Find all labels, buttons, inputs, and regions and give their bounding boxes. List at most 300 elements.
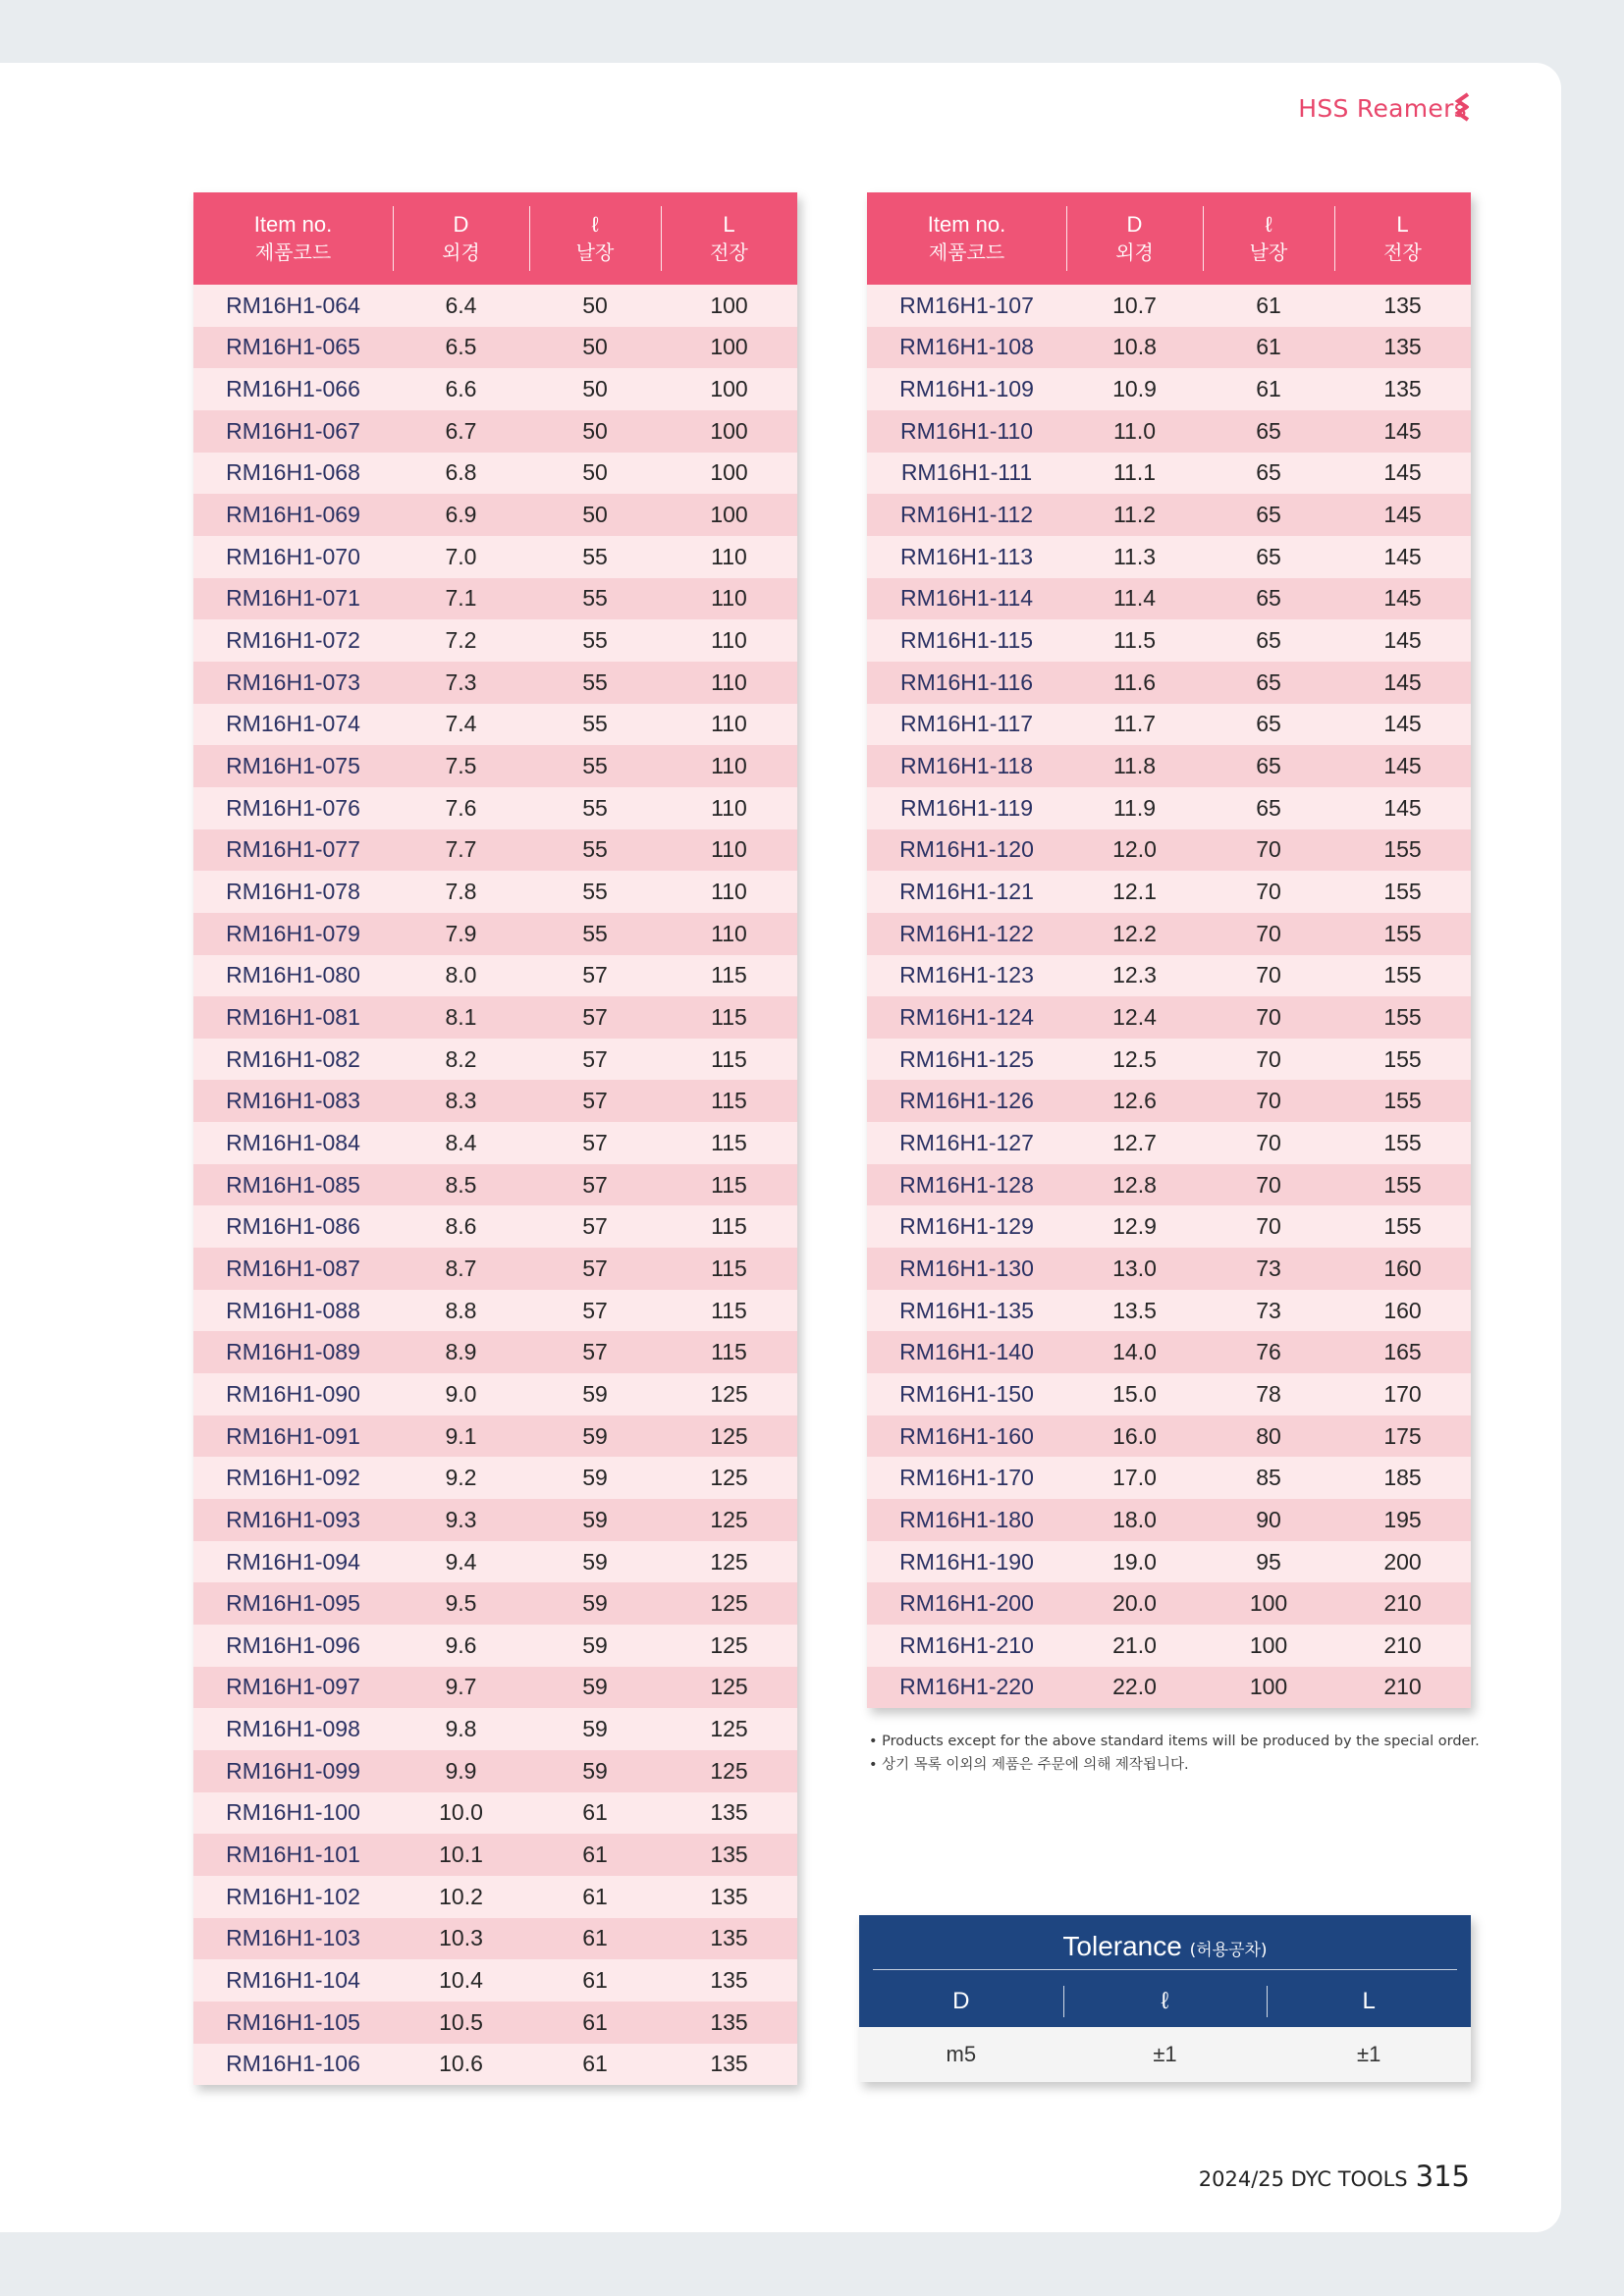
cell-diameter: 9.4 — [445, 1548, 477, 1575]
cell-diameter: 6.9 — [445, 502, 477, 528]
table-row — [193, 662, 797, 704]
cell-diameter: 8.3 — [445, 1088, 477, 1114]
cell-item-code: RM16H1-103 — [226, 1925, 360, 1951]
cell-item-code: RM16H1-080 — [226, 962, 360, 988]
cell-overall-length: 160 — [1383, 1297, 1422, 1323]
cell-diameter: 7.7 — [445, 836, 477, 863]
catalog-name: 2024/25 DYC TOOLS — [1198, 2167, 1408, 2191]
cell-diameter: 9.5 — [445, 1590, 477, 1617]
cell-item-code: RM16H1-101 — [226, 1842, 360, 1868]
cell-item-code: RM16H1-079 — [226, 920, 360, 946]
cell-overall-length: 145 — [1383, 502, 1422, 528]
cell-flute-length: 50 — [582, 417, 608, 444]
cell-overall-length: 125 — [710, 1674, 748, 1700]
chevron-logo-icon — [1452, 92, 1474, 122]
table-row — [867, 1499, 1471, 1541]
cell-flute-length: 61 — [1256, 334, 1281, 360]
cell-overall-length: 145 — [1383, 585, 1422, 612]
cell-flute-length: 57 — [582, 1297, 608, 1323]
cell-diameter: 9.1 — [445, 1422, 477, 1449]
cell-flute-length: 61 — [582, 1967, 608, 1994]
cell-overall-length: 135 — [710, 1925, 748, 1951]
cell-item-code: RM16H1-140 — [899, 1339, 1034, 1365]
cell-flute-length: 65 — [1256, 502, 1281, 528]
cell-flute-length: 78 — [1256, 1380, 1281, 1407]
cell-diameter: 11.4 — [1112, 585, 1157, 612]
cell-item-code: RM16H1-082 — [226, 1045, 360, 1072]
cell-overall-length: 145 — [1383, 711, 1422, 737]
cell-flute-length: 70 — [1256, 879, 1281, 905]
cell-overall-length: 135 — [1383, 334, 1422, 360]
cell-overall-length: 100 — [710, 376, 748, 402]
cell-flute-length: 55 — [582, 753, 608, 779]
cell-diameter: 10.4 — [439, 1967, 483, 1994]
cell-diameter: 22.0 — [1112, 1674, 1157, 1700]
cell-overall-length: 100 — [710, 502, 748, 528]
cell-item-code: RM16H1-096 — [226, 1631, 360, 1658]
cell-item-code: RM16H1-090 — [226, 1380, 360, 1407]
table-row — [193, 285, 797, 327]
cell-flute-length: 59 — [582, 1506, 608, 1532]
cell-flute-length: 73 — [1256, 1297, 1281, 1323]
cell-diameter: 10.5 — [439, 2008, 483, 2035]
cell-overall-length: 210 — [1383, 1631, 1422, 1658]
table-row — [193, 494, 797, 536]
cell-overall-length: 115 — [711, 1339, 747, 1365]
cell-item-code: RM16H1-078 — [226, 879, 360, 905]
cell-item-code: RM16H1-100 — [226, 1799, 360, 1826]
col-header-diameter: D 외경 — [393, 192, 529, 285]
cell-flute-length: 70 — [1256, 1129, 1281, 1155]
table-row — [193, 410, 797, 453]
cell-diameter: 10.3 — [439, 1925, 483, 1951]
cell-flute-length: 59 — [582, 1674, 608, 1700]
cell-flute-length: 50 — [582, 292, 608, 318]
cell-overall-length: 145 — [1383, 794, 1422, 821]
cell-flute-length: 55 — [582, 543, 608, 569]
cell-flute-length: 61 — [582, 1799, 608, 1826]
cell-overall-length: 155 — [1383, 1088, 1422, 1114]
cell-flute-length: 65 — [1256, 627, 1281, 654]
table-row — [867, 1080, 1471, 1122]
cell-flute-length: 61 — [582, 1842, 608, 1868]
cell-diameter: 7.9 — [445, 920, 477, 946]
cell-diameter: 8.2 — [445, 1045, 477, 1072]
cell-overall-length: 155 — [1383, 1129, 1422, 1155]
cell-item-code: RM16H1-112 — [899, 502, 1034, 528]
cell-overall-length: 145 — [1383, 417, 1422, 444]
table-row — [193, 1122, 797, 1164]
cell-flute-length: 65 — [1256, 417, 1281, 444]
cell-item-code: RM16H1-127 — [899, 1129, 1034, 1155]
cell-flute-length: 61 — [582, 1925, 608, 1951]
cell-diameter: 11.6 — [1112, 668, 1157, 695]
tolerance-col-flute: ℓ — [1063, 1976, 1268, 2027]
table-row — [867, 1667, 1471, 1709]
cell-diameter: 18.0 — [1112, 1506, 1157, 1532]
cell-overall-length: 210 — [1383, 1590, 1422, 1617]
cell-item-code: RM16H1-121 — [899, 879, 1034, 905]
cell-diameter: 6.6 — [445, 376, 477, 402]
cell-item-code: RM16H1-210 — [899, 1631, 1034, 1658]
cell-overall-length: 135 — [710, 2051, 748, 2077]
cell-flute-length: 50 — [582, 376, 608, 402]
cell-diameter: 11.3 — [1112, 543, 1157, 569]
cell-diameter: 7.0 — [445, 543, 477, 569]
cell-diameter: 11.8 — [1112, 753, 1157, 779]
cell-flute-length: 59 — [582, 1590, 608, 1617]
cell-overall-length: 100 — [710, 334, 748, 360]
cell-flute-length: 59 — [582, 1631, 608, 1658]
table-row — [193, 1708, 797, 1750]
cell-diameter: 9.7 — [445, 1674, 477, 1700]
cell-flute-length: 59 — [582, 1548, 608, 1575]
table-header — [193, 192, 797, 285]
cell-overall-length: 145 — [1383, 753, 1422, 779]
cell-overall-length: 135 — [1383, 376, 1422, 402]
cell-item-code: RM16H1-065 — [226, 334, 360, 360]
cell-overall-length: 110 — [711, 585, 747, 612]
cell-diameter: 12.7 — [1112, 1129, 1157, 1155]
cell-overall-length: 110 — [711, 794, 747, 821]
table-row — [867, 662, 1471, 704]
cell-flute-length: 70 — [1256, 1003, 1281, 1030]
cell-item-code: RM16H1-099 — [226, 1757, 360, 1784]
cell-item-code: RM16H1-097 — [226, 1674, 360, 1700]
cell-diameter: 10.6 — [439, 2051, 483, 2077]
cell-flute-length: 65 — [1256, 459, 1281, 486]
cell-flute-length: 70 — [1256, 1045, 1281, 1072]
cell-item-code: RM16H1-200 — [899, 1590, 1034, 1617]
table-row — [193, 578, 797, 620]
cell-item-code: RM16H1-110 — [899, 417, 1034, 444]
cell-flute-length: 65 — [1256, 543, 1281, 569]
table-row — [193, 619, 797, 662]
section-title: HSS Reamers — [1298, 94, 1467, 123]
cell-overall-length: 100 — [710, 292, 748, 318]
cell-diameter: 11.9 — [1112, 794, 1157, 821]
table-row — [867, 1415, 1471, 1458]
table-row — [867, 787, 1471, 829]
table-row — [867, 1625, 1471, 1667]
table-row — [193, 1834, 797, 1876]
cell-overall-length: 110 — [711, 836, 747, 863]
cell-diameter: 9.6 — [445, 1631, 477, 1658]
cell-flute-length: 50 — [582, 334, 608, 360]
page-number: 315 — [1415, 2160, 1470, 2193]
table-row — [193, 704, 797, 746]
cell-flute-length: 76 — [1256, 1339, 1281, 1365]
cell-flute-length: 70 — [1256, 962, 1281, 988]
table-row — [193, 536, 797, 578]
col-header-flute-length: ℓ 날장 — [529, 192, 661, 285]
cell-diameter: 9.0 — [445, 1380, 477, 1407]
cell-overall-length: 125 — [710, 1716, 748, 1742]
col-header-flute-length: ℓ 날장 — [1203, 192, 1334, 285]
table-row — [193, 829, 797, 872]
note-english: • Products except for the above standard items will be produced by the special order. — [869, 1730, 1480, 1753]
cell-item-code: RM16H1-072 — [226, 627, 360, 654]
cell-flute-length: 55 — [582, 836, 608, 863]
cell-item-code: RM16H1-074 — [226, 711, 360, 737]
cell-overall-length: 195 — [1383, 1506, 1422, 1532]
cell-flute-length: 59 — [582, 1422, 608, 1449]
cell-item-code: RM16H1-129 — [899, 1213, 1034, 1240]
cell-diameter: 7.1 — [445, 585, 477, 612]
cell-flute-length: 80 — [1256, 1422, 1281, 1449]
cell-item-code: RM16H1-088 — [226, 1297, 360, 1323]
cell-overall-length: 155 — [1383, 1213, 1422, 1240]
cell-diameter: 10.8 — [1112, 334, 1157, 360]
cell-item-code: RM16H1-095 — [226, 1590, 360, 1617]
cell-diameter: 8.4 — [445, 1129, 477, 1155]
cell-overall-length: 115 — [711, 1213, 747, 1240]
table-row — [867, 871, 1471, 913]
cell-item-code: RM16H1-125 — [899, 1045, 1034, 1072]
table-row — [867, 453, 1471, 495]
cell-item-code: RM16H1-067 — [226, 417, 360, 444]
cell-flute-length: 85 — [1256, 1465, 1281, 1491]
cell-item-code: RM16H1-128 — [899, 1171, 1034, 1198]
table-row — [193, 453, 797, 495]
cell-diameter: 8.7 — [445, 1255, 477, 1281]
order-notes — [869, 1730, 1480, 1777]
cell-flute-length: 57 — [582, 1213, 608, 1240]
cell-overall-length: 115 — [711, 1088, 747, 1114]
cell-diameter: 8.5 — [445, 1171, 477, 1198]
cell-overall-length: 145 — [1383, 668, 1422, 695]
cell-flute-length: 50 — [582, 502, 608, 528]
cell-overall-length: 115 — [711, 1003, 747, 1030]
cell-item-code: RM16H1-126 — [899, 1088, 1034, 1114]
cell-item-code: RM16H1-102 — [226, 1883, 360, 1909]
cell-diameter: 6.7 — [445, 417, 477, 444]
table-row — [867, 1248, 1471, 1290]
cell-flute-length: 57 — [582, 1171, 608, 1198]
table-row — [867, 494, 1471, 536]
cell-diameter: 8.8 — [445, 1297, 477, 1323]
cell-item-code: RM16H1-116 — [899, 668, 1034, 695]
cell-diameter: 7.5 — [445, 753, 477, 779]
table-row — [193, 1331, 797, 1373]
tolerance-value-d: m5 — [946, 2042, 977, 2066]
cell-item-code: RM16H1-150 — [899, 1380, 1034, 1407]
cell-item-code: RM16H1-190 — [899, 1548, 1034, 1575]
cell-overall-length: 200 — [1383, 1548, 1422, 1575]
cell-item-code: RM16H1-106 — [226, 2051, 360, 2077]
cell-flute-length: 73 — [1256, 1255, 1281, 1281]
cell-item-code: RM16H1-077 — [226, 836, 360, 863]
col-header-overall-length: L 전장 — [661, 192, 797, 285]
tolerance-header — [859, 1915, 1471, 2027]
cell-diameter: 8.9 — [445, 1339, 477, 1365]
table-row — [193, 2044, 797, 2086]
cell-flute-length: 57 — [582, 1129, 608, 1155]
cell-overall-length: 135 — [1383, 292, 1422, 318]
page-footer — [1199, 2160, 1470, 2193]
cell-diameter: 10.0 — [439, 1799, 483, 1826]
cell-diameter: 8.1 — [445, 1003, 477, 1030]
cell-overall-length: 125 — [710, 1590, 748, 1617]
cell-flute-length: 55 — [582, 585, 608, 612]
cell-flute-length: 100 — [1249, 1590, 1288, 1617]
cell-overall-length: 115 — [711, 962, 747, 988]
cell-overall-length: 125 — [710, 1422, 748, 1449]
cell-overall-length: 155 — [1383, 1171, 1422, 1198]
cell-item-code: RM16H1-105 — [226, 2008, 360, 2035]
cell-flute-length: 70 — [1256, 836, 1281, 863]
cell-flute-length: 61 — [1256, 376, 1281, 402]
cell-flute-length: 65 — [1256, 668, 1281, 695]
tolerance-value-flute: ±1 — [1153, 2042, 1177, 2066]
cell-flute-length: 57 — [582, 962, 608, 988]
col-header-overall-length: L 전장 — [1334, 192, 1471, 285]
cell-flute-length: 59 — [582, 1465, 608, 1491]
cell-item-code: RM16H1-170 — [899, 1465, 1034, 1491]
cell-diameter: 7.4 — [445, 711, 477, 737]
cell-diameter: 9.8 — [445, 1716, 477, 1742]
table-row — [193, 1541, 797, 1583]
table-row — [193, 787, 797, 829]
cell-item-code: RM16H1-092 — [226, 1465, 360, 1491]
cell-item-code: RM16H1-124 — [899, 1003, 1034, 1030]
cell-diameter: 11.0 — [1112, 417, 1157, 444]
cell-flute-length: 50 — [582, 459, 608, 486]
cell-item-code: RM16H1-114 — [899, 585, 1034, 612]
cell-item-code: RM16H1-086 — [226, 1213, 360, 1240]
cell-item-code: RM16H1-070 — [226, 543, 360, 569]
cell-diameter: 10.9 — [1112, 376, 1157, 402]
table-row — [867, 1541, 1471, 1583]
cell-flute-length: 65 — [1256, 585, 1281, 612]
table-row — [193, 745, 797, 787]
cell-item-code: RM16H1-093 — [226, 1506, 360, 1532]
spec-table-right — [867, 192, 1471, 1708]
spec-table-left — [193, 192, 797, 2085]
col-header-item-no: Item no. 제품코드 — [927, 212, 1006, 264]
cell-diameter: 20.0 — [1112, 1590, 1157, 1617]
cell-flute-length: 65 — [1256, 711, 1281, 737]
cell-diameter: 12.9 — [1112, 1213, 1157, 1240]
cell-item-code: RM16H1-123 — [899, 962, 1034, 988]
cell-overall-length: 110 — [711, 753, 747, 779]
cell-overall-length: 135 — [710, 1799, 748, 1826]
cell-item-code: RM16H1-135 — [899, 1297, 1034, 1323]
cell-overall-length: 145 — [1383, 459, 1422, 486]
cell-flute-length: 55 — [582, 627, 608, 654]
cell-item-code: RM16H1-160 — [899, 1422, 1034, 1449]
cell-overall-length: 210 — [1383, 1674, 1422, 1700]
cell-flute-length: 55 — [582, 668, 608, 695]
cell-flute-length: 61 — [582, 2051, 608, 2077]
table-row — [867, 410, 1471, 453]
cell-diameter: 12.4 — [1112, 1003, 1157, 1030]
tolerance-table — [859, 1915, 1471, 2082]
cell-overall-length: 135 — [710, 1883, 748, 1909]
cell-overall-length: 155 — [1383, 836, 1422, 863]
table-row — [193, 1039, 797, 1081]
cell-flute-length: 55 — [582, 794, 608, 821]
cell-item-code: RM16H1-104 — [226, 1967, 360, 1994]
table-row — [193, 1750, 797, 1792]
table-row — [867, 1122, 1471, 1164]
table-row — [193, 1667, 797, 1709]
cell-overall-length: 115 — [711, 1045, 747, 1072]
cell-diameter: 11.5 — [1112, 627, 1157, 654]
table-row — [867, 1290, 1471, 1332]
cell-flute-length: 70 — [1256, 1088, 1281, 1114]
table-row — [193, 368, 797, 410]
cell-diameter: 11.7 — [1112, 711, 1157, 737]
cell-overall-length: 110 — [711, 543, 747, 569]
cell-diameter: 12.3 — [1112, 962, 1157, 988]
table-row — [867, 327, 1471, 369]
tolerance-value-l: ±1 — [1357, 2042, 1381, 2066]
cell-overall-length: 125 — [710, 1465, 748, 1491]
table-row — [193, 955, 797, 997]
cell-diameter: 12.5 — [1112, 1045, 1157, 1072]
cell-diameter: 10.1 — [439, 1842, 483, 1868]
cell-flute-length: 70 — [1256, 920, 1281, 946]
divider — [873, 1969, 1457, 1970]
cell-overall-length: 125 — [710, 1506, 748, 1532]
tolerance-values-row — [859, 2027, 1471, 2082]
col-header-item-no: Item no. 제품코드 — [253, 212, 333, 264]
cell-flute-length: 61 — [582, 1883, 608, 1909]
cell-overall-length: 155 — [1383, 879, 1422, 905]
cell-item-code: RM16H1-071 — [226, 585, 360, 612]
table-row — [193, 327, 797, 369]
cell-item-code: RM16H1-094 — [226, 1548, 360, 1575]
table-row — [193, 1080, 797, 1122]
cell-overall-length: 155 — [1383, 1003, 1422, 1030]
cell-flute-length: 59 — [582, 1380, 608, 1407]
table-row — [193, 1792, 797, 1835]
cell-overall-length: 135 — [710, 2008, 748, 2035]
cell-diameter: 10.2 — [439, 1883, 483, 1909]
cell-diameter: 19.0 — [1112, 1548, 1157, 1575]
table-row — [193, 1290, 797, 1332]
cell-item-code: RM16H1-109 — [899, 376, 1034, 402]
col-header-diameter: D 외경 — [1066, 192, 1203, 285]
cell-item-code: RM16H1-066 — [226, 376, 360, 402]
cell-overall-length: 115 — [711, 1129, 747, 1155]
cell-diameter: 9.9 — [445, 1757, 477, 1784]
cell-item-code: RM16H1-091 — [226, 1422, 360, 1449]
cell-item-code: RM16H1-220 — [899, 1674, 1034, 1700]
table-row — [867, 1164, 1471, 1206]
cell-overall-length: 175 — [1383, 1422, 1422, 1449]
cell-diameter: 6.8 — [445, 459, 477, 486]
cell-item-code: RM16H1-073 — [226, 668, 360, 695]
table-row — [193, 1625, 797, 1667]
cell-flute-length: 61 — [1256, 292, 1281, 318]
tolerance-title: Tolerance (허용공차) — [1062, 1931, 1268, 1961]
table-row — [193, 1876, 797, 1918]
cell-flute-length: 65 — [1256, 753, 1281, 779]
cell-overall-length: 115 — [711, 1255, 747, 1281]
table-row — [193, 1373, 797, 1415]
cell-diameter: 10.7 — [1112, 292, 1157, 318]
cell-item-code: RM16H1-085 — [226, 1171, 360, 1198]
cell-diameter: 11.2 — [1112, 502, 1157, 528]
cell-item-code: RM16H1-119 — [899, 794, 1034, 821]
cell-flute-length: 57 — [582, 1003, 608, 1030]
cell-flute-length: 57 — [582, 1088, 608, 1114]
cell-diameter: 13.5 — [1112, 1297, 1157, 1323]
table-row — [193, 1918, 797, 1960]
cell-overall-length: 170 — [1383, 1380, 1422, 1407]
